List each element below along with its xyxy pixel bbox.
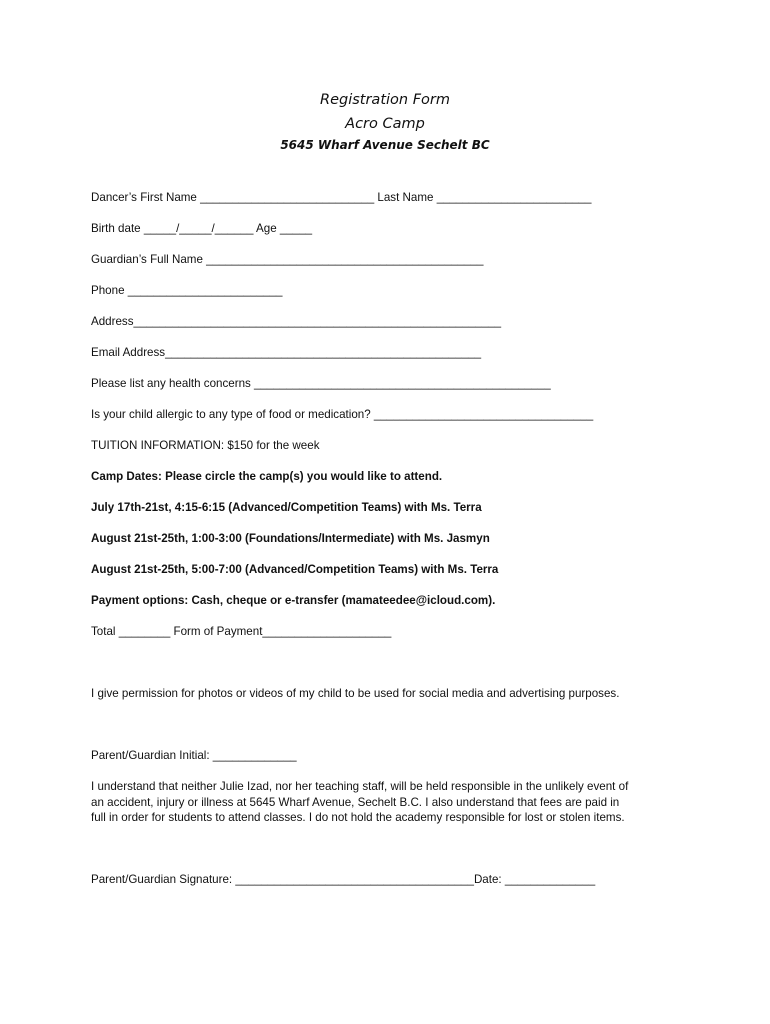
waiver-paragraph — [91, 779, 691, 826]
email-field[interactable]: Email Address_________________________________________________ — [91, 346, 482, 359]
payment-options: Payment options: Cash, cheque or e-transfer (mamateedee@icloud.com). — [91, 594, 496, 607]
form-address: 5645 Wharf Avenue Sechelt BC — [280, 138, 490, 152]
waiver-line: full in order for students to attend classes. I do not hold the academy responsible for lost or stolen items. — [91, 811, 625, 824]
waiver-line: an accident, injury or illness at 5645 Wharf Avenue, Sechelt B.C. I also understand that fees are paid in — [91, 795, 620, 809]
photo-permission-text: I give permission for photos or videos of my child to be used for social media and advertising purposes. — [91, 687, 620, 700]
form-title: Registration Form — [320, 92, 450, 108]
guardian-initial-field[interactable]: Parent/Guardian Initial: _____________ — [91, 749, 297, 762]
tuition-info: TUITION INFORMATION: $150 for the week — [91, 439, 320, 452]
health-concerns-field[interactable]: Please list any health concerns ______________________________________________ — [91, 377, 551, 390]
guardian-signature-field[interactable]: Parent/Guardian Signature: _____________________________________Date: ______________ — [91, 873, 596, 886]
guardian-name-field[interactable]: Guardian’s Full Name ___________________________________________ — [91, 253, 484, 266]
camp-option-2[interactable]: August 21st-25th, 1:00-3:00 (Foundations/Intermediate) with Ms. Jasmyn — [91, 532, 490, 545]
dancer-name-field[interactable]: Dancer’s First Name ___________________________ Last Name ________________________ — [91, 191, 592, 204]
camp-option-1[interactable]: July 17th-21st, 4:15-6:15 (Advanced/Competition Teams) with Ms. Terra — [91, 501, 482, 514]
address-field[interactable]: Address_________________________________________________________ — [91, 315, 502, 328]
phone-field[interactable]: Phone ________________________ — [91, 284, 283, 297]
camp-dates-intro: Camp Dates: Please circle the camp(s) you would like to attend. — [91, 470, 443, 483]
total-payment-field[interactable]: Total ________ Form of Payment____________________ — [91, 625, 392, 638]
allergy-field[interactable]: Is your child allergic to any type of food or medication? __________________________________ — [91, 408, 594, 421]
form-subtitle: Acro Camp — [345, 116, 425, 132]
waiver-line: I understand that neither Julie Izad, nor her teaching staff, will be held responsible in the unlikely event of — [91, 780, 629, 793]
birth-date-field[interactable]: Birth date _____/_____/______ Age _____ — [91, 222, 313, 235]
camp-option-3[interactable]: August 21st-25th, 5:00-7:00 (Advanced/Competition Teams) with Ms. Terra — [91, 563, 499, 576]
